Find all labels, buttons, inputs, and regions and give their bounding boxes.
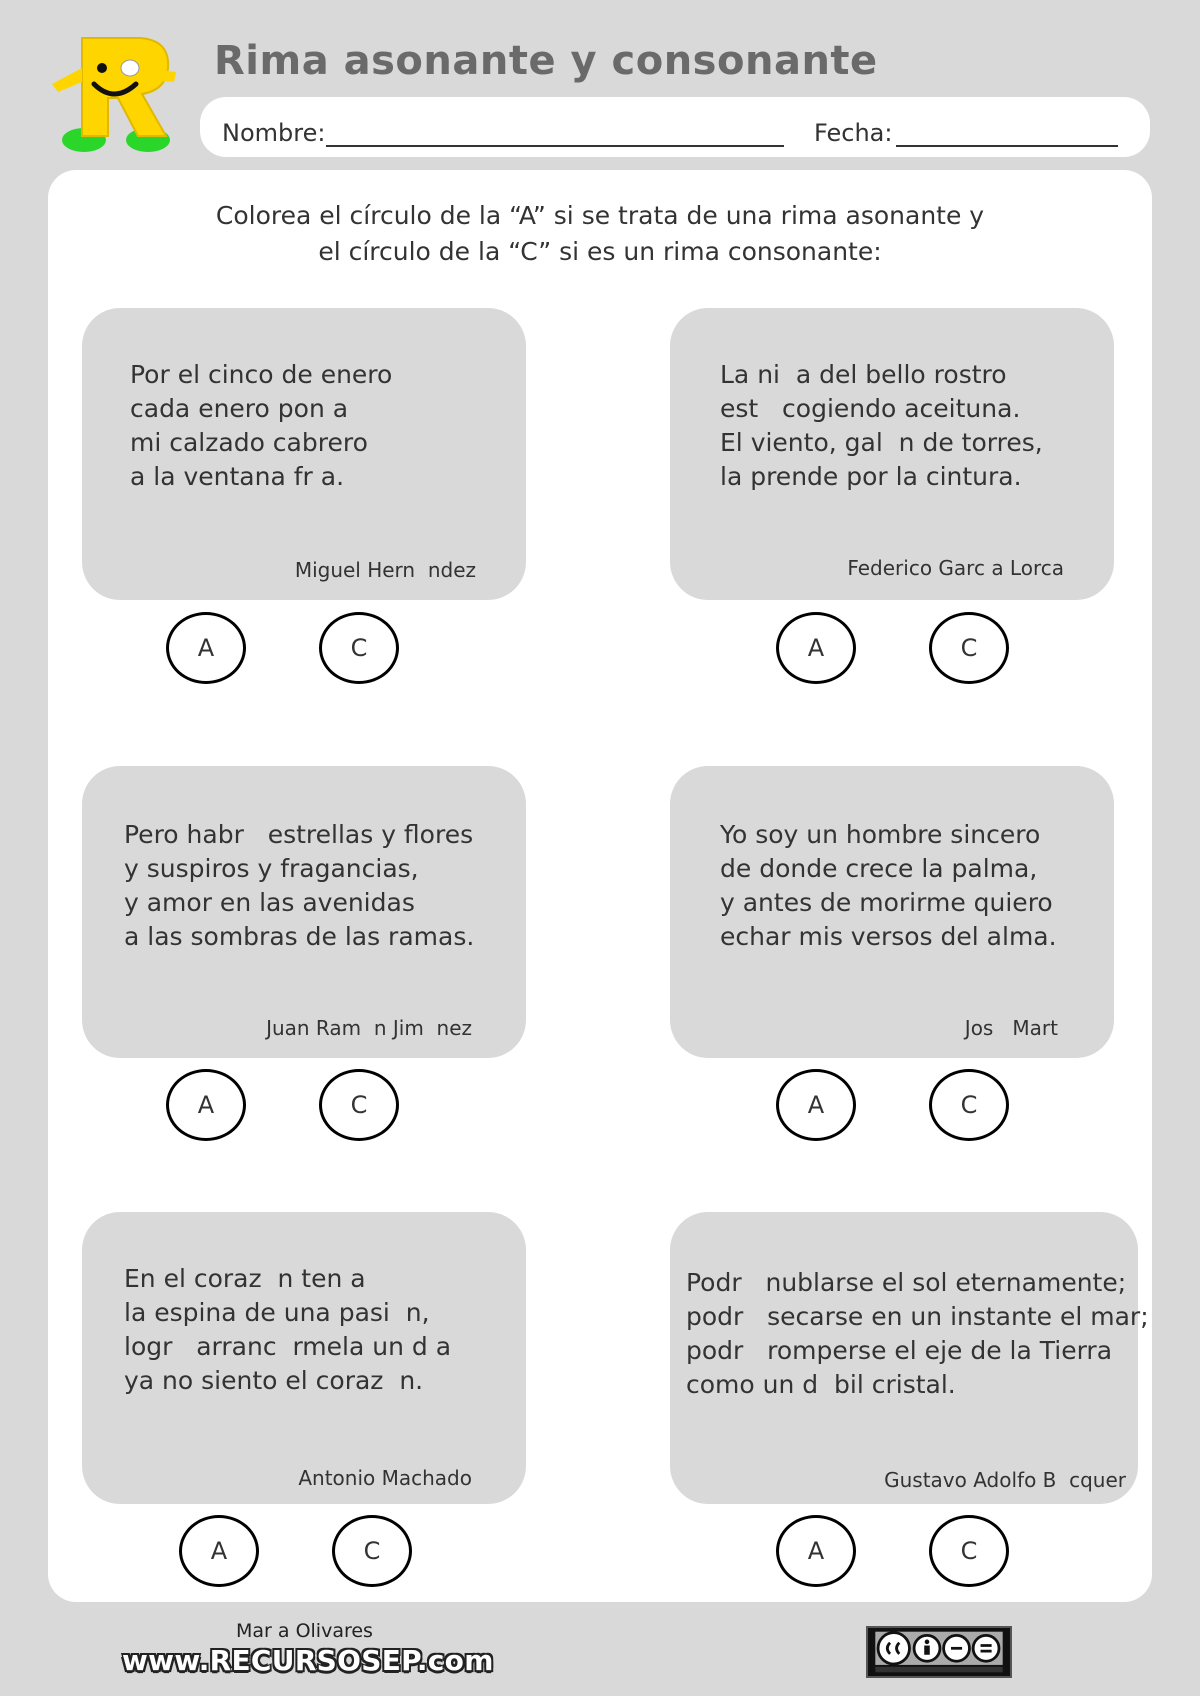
poem-author: Juan Ram n Jim nez	[266, 1016, 472, 1040]
poem-line: logr arranc rmela un d a	[124, 1332, 452, 1361]
poem-line: de donde crece la palma,	[720, 854, 1038, 883]
poem-author: Gustavo Adolfo B cquer	[884, 1468, 1126, 1492]
poem-line: Yo soy un hombre sincero	[720, 820, 1041, 849]
instructions	[48, 198, 1152, 270]
poem-card	[670, 308, 1114, 600]
poem-line: y antes de morirme quiero	[720, 888, 1053, 917]
option-a-circle[interactable]: A	[179, 1515, 259, 1587]
poem-card	[670, 1212, 1149, 1504]
poem-line: Podr nublarse el sol eternamente;	[686, 1268, 1127, 1297]
name-label: Nombre:	[222, 119, 326, 147]
poem-line: echar mis versos del alma.	[720, 922, 1057, 951]
date-field[interactable]	[896, 145, 1118, 147]
option-c-circle[interactable]: C	[929, 612, 1009, 684]
poem-author: Jos Mart	[964, 1016, 1058, 1040]
poem-line: cada enero pon a	[130, 394, 349, 423]
option-a-circle[interactable]: A	[166, 612, 246, 684]
poem-author: Miguel Hern ndez	[294, 558, 476, 582]
option-a-circle[interactable]: A	[166, 1069, 246, 1141]
poem-line: podr secarse en un instante el mar;	[686, 1302, 1149, 1331]
poem-line: a las sombras de las ramas.	[124, 922, 475, 951]
creative-commons-badge-icon	[866, 1626, 1012, 1678]
poem-line: la espina de una pasi n,	[124, 1298, 430, 1327]
footer-site-logo: www.RECURSOSEP.com	[122, 1644, 494, 1677]
option-c-circle[interactable]: C	[929, 1515, 1009, 1587]
poem-line: En el coraz n ten a	[124, 1264, 366, 1293]
poem-card	[82, 308, 526, 600]
poem-card	[82, 1212, 526, 1504]
poem-line: podr romperse el eje de la Tierra	[686, 1336, 1113, 1365]
poem-line: y suspiros y fragancias,	[124, 854, 419, 883]
poem-line: la prende por la cintura.	[720, 462, 1022, 491]
poem-card	[670, 766, 1114, 1058]
option-c-circle[interactable]: C	[929, 1069, 1009, 1141]
option-a-circle[interactable]: A	[776, 1515, 856, 1587]
poem-line: mi calzado cabrero	[130, 428, 368, 457]
poem-line: ya no siento el coraz n.	[124, 1366, 424, 1395]
option-c-circle[interactable]: C	[319, 612, 399, 684]
poem-line: y amor en las avenidas	[124, 888, 415, 917]
name-field[interactable]	[326, 145, 784, 147]
date-label: Fecha:	[814, 119, 893, 147]
option-c-circle[interactable]: C	[319, 1069, 399, 1141]
option-c-circle[interactable]: C	[332, 1515, 412, 1587]
poem-card	[82, 766, 526, 1058]
name-date-bar	[200, 97, 1150, 157]
option-a-circle[interactable]: A	[776, 1069, 856, 1141]
poem-line: La ni a del bello rostro	[720, 360, 1007, 389]
poem-line: a la ventana fr a.	[130, 462, 345, 491]
poem-author: Antonio Machado	[298, 1466, 472, 1490]
poem-line: Pero habr estrellas y flores	[124, 820, 474, 849]
poem-line: Por el cinco de enero	[130, 360, 393, 389]
poem-author: Federico Garc a Lorca	[847, 556, 1064, 580]
poem-line: como un d bil cristal.	[686, 1370, 956, 1399]
footer-author: Mar a Olivares	[236, 1620, 373, 1642]
poem-line: est cogiendo aceituna.	[720, 394, 1021, 423]
letter-r-mascot-icon	[44, 28, 184, 158]
instructions-line: Colorea el círculo de la “A” si se trata de una rima asonante y	[215, 201, 985, 230]
page-title: Rima asonante y consonante	[214, 38, 878, 84]
worksheet-panel	[48, 170, 1152, 1602]
option-a-circle[interactable]: A	[776, 612, 856, 684]
poem-line: El viento, gal n de torres,	[720, 428, 1043, 457]
instructions-line: el círculo de la “C” si es un rima consonante:	[318, 237, 882, 266]
